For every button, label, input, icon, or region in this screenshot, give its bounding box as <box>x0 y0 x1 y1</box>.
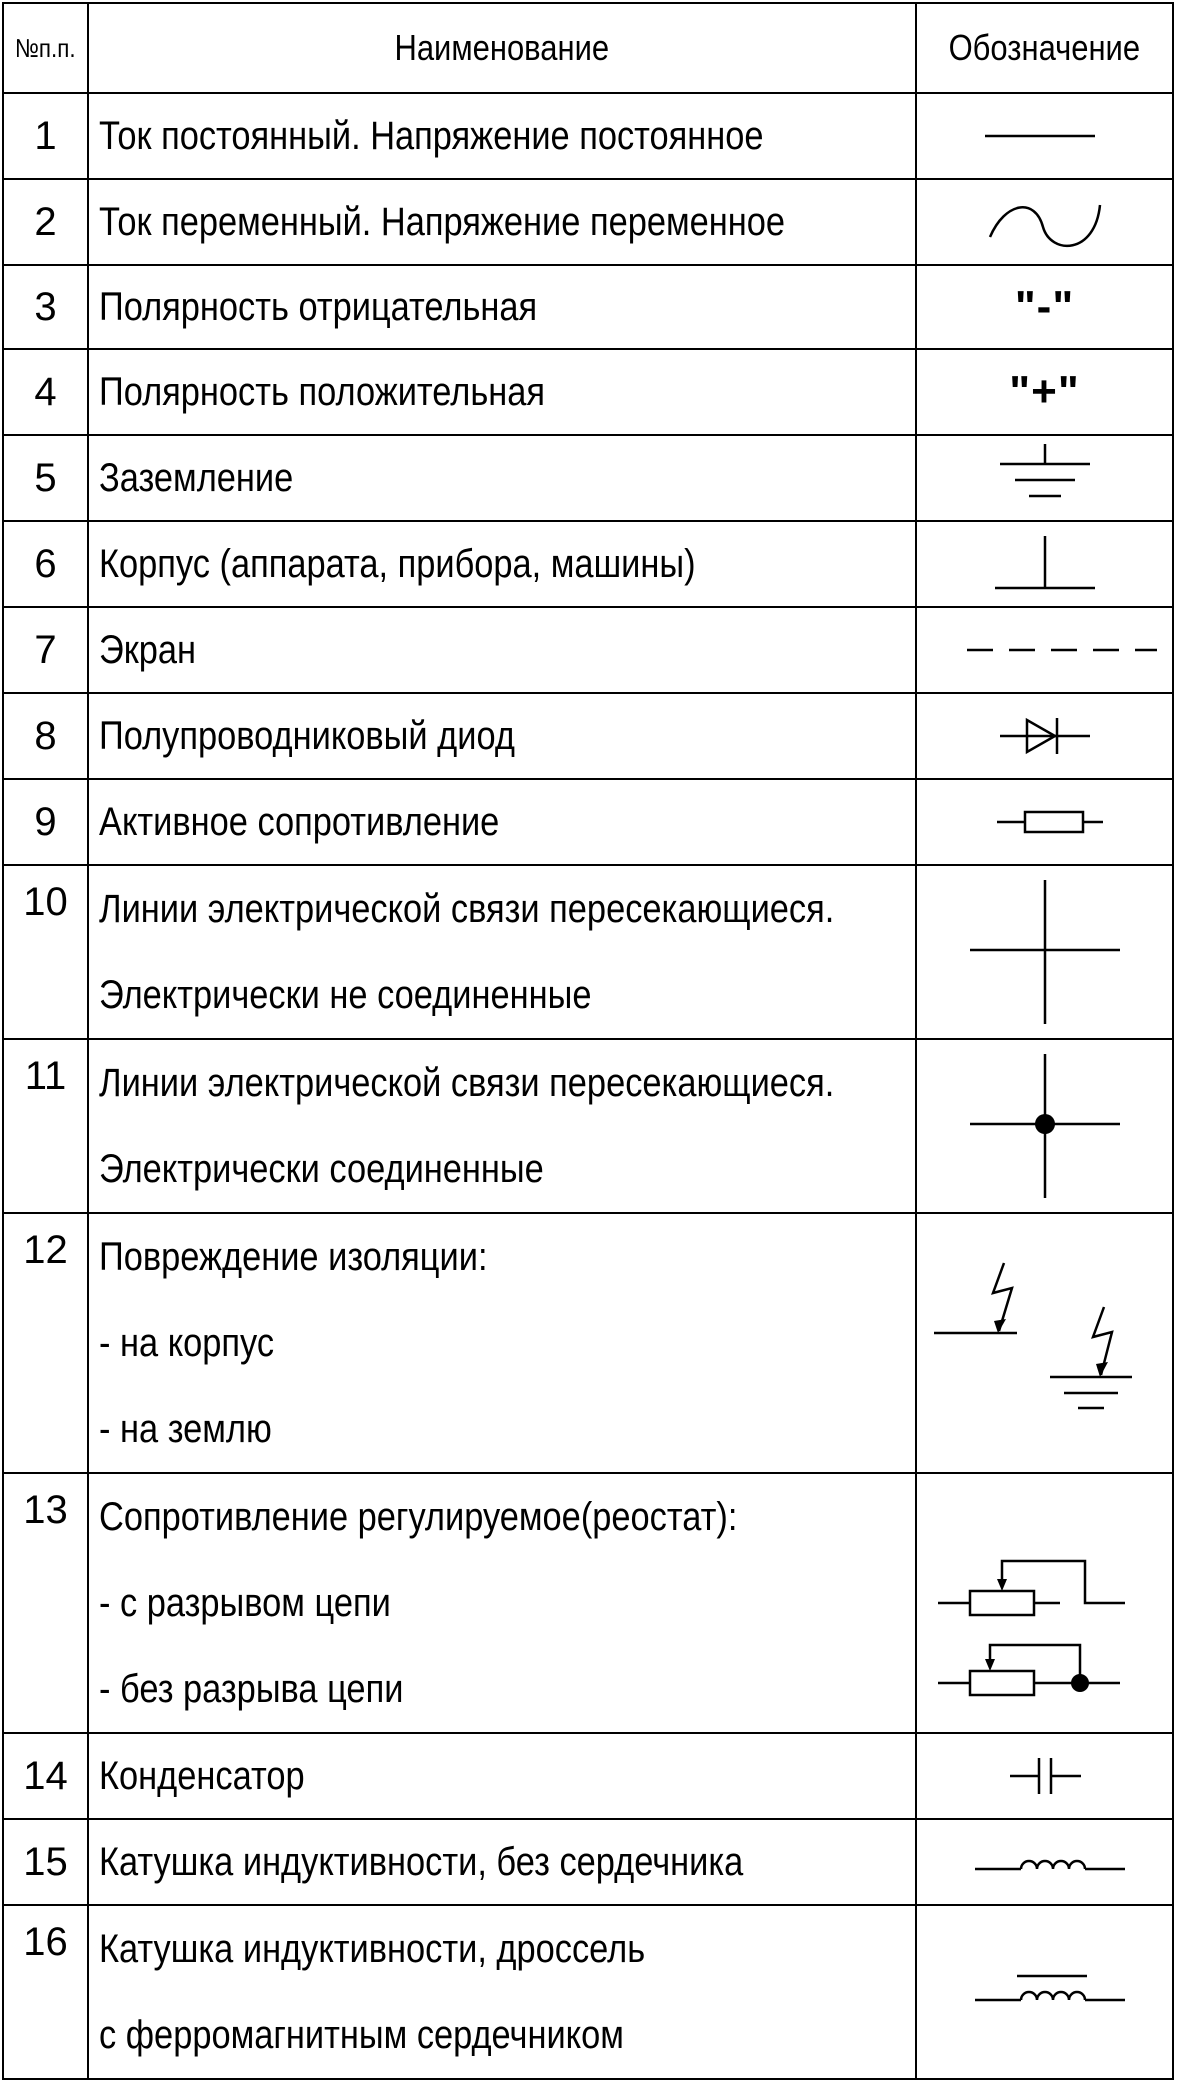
row-symbol <box>916 521 1173 607</box>
capacitor-symbol <box>925 1746 1165 1806</box>
table-row <box>3 607 1173 693</box>
row-number: 16 <box>3 1905 88 2079</box>
connected-lines-symbol <box>925 1046 1165 1206</box>
row-number: 5 <box>3 435 88 521</box>
row-number: 15 <box>3 1819 88 1905</box>
row-symbol <box>916 435 1173 521</box>
table-row <box>3 1213 1173 1473</box>
row-symbol <box>916 349 1173 435</box>
table-row <box>3 435 1173 521</box>
row-symbol <box>916 1473 1173 1733</box>
resistor-symbol <box>925 797 1165 847</box>
row-symbol <box>916 1733 1173 1819</box>
row-number: 4 <box>3 349 88 435</box>
diode-symbol <box>925 706 1165 766</box>
ground-symbol <box>925 438 1165 518</box>
row-name: Линии электрической связи пересекающиеся. Электрически соединенные <box>88 1039 916 1213</box>
row-symbol <box>916 779 1173 865</box>
row-number: 12 <box>3 1213 88 1473</box>
table-row <box>3 521 1173 607</box>
table-row <box>3 179 1173 265</box>
rheostat-symbol <box>920 1483 1170 1723</box>
positive-polarity-symbol: "+" <box>1009 367 1080 416</box>
table-row <box>3 1733 1173 1819</box>
row-number: 14 <box>3 1733 88 1819</box>
row-symbol <box>916 93 1173 179</box>
chassis-symbol <box>925 526 1165 602</box>
header-name: Наименование <box>88 3 916 93</box>
row-symbol <box>916 265 1173 349</box>
row-name: Корпус (аппарата, прибора, машины) <box>88 521 916 607</box>
row-symbol <box>916 1819 1173 1905</box>
row-number: 10 <box>3 865 88 1039</box>
ac-sine-symbol <box>925 187 1165 257</box>
row-name: Сопротивление регулируемое(реостат): - с разрывом цепи - без разрыва цепи <box>88 1473 916 1733</box>
row-number: 2 <box>3 179 88 265</box>
header-row <box>3 3 1173 93</box>
row-number: 8 <box>3 693 88 779</box>
row-name: Конденсатор <box>88 1733 916 1819</box>
row-symbol <box>916 693 1173 779</box>
table-row <box>3 93 1173 179</box>
table-row <box>3 1039 1173 1213</box>
row-name: Полупроводниковый диод <box>88 693 916 779</box>
symbols-table <box>2 2 1174 2080</box>
crossing-lines-symbol <box>925 872 1165 1032</box>
negative-polarity-symbol: "-" <box>1014 282 1075 331</box>
row-name: Заземление <box>88 435 916 521</box>
table-row <box>3 1473 1173 1733</box>
choke-inductor-symbol <box>925 1962 1165 2022</box>
row-name: Линии электрической связи пересекающиеся. Электрически не соединенные <box>88 865 916 1039</box>
table-row <box>3 693 1173 779</box>
row-symbol <box>916 179 1173 265</box>
dc-line-symbol <box>925 106 1165 166</box>
row-name: Повреждение изоляции: - на корпус - на землю <box>88 1213 916 1473</box>
row-name: Полярность положительная <box>88 349 916 435</box>
row-number: 9 <box>3 779 88 865</box>
header-symbol: Обозначение <box>916 3 1173 93</box>
table-row <box>3 1819 1173 1905</box>
row-name: Полярность отрицательная <box>88 265 916 349</box>
row-number: 7 <box>3 607 88 693</box>
row-number: 11 <box>3 1039 88 1213</box>
row-name: Катушка индуктивности, без сердечника <box>88 1819 916 1905</box>
row-name: Активное сопротивление <box>88 779 916 865</box>
row-symbol <box>916 1905 1173 2079</box>
screen-dashed-symbol <box>925 630 1165 670</box>
row-name: Экран <box>88 607 916 693</box>
header-num: №п.п. <box>3 3 88 93</box>
inductor-symbol <box>925 1837 1165 1887</box>
row-name: Катушка индуктивности, дроссель с ферромагнитным сердечником <box>88 1905 916 2079</box>
row-symbol <box>916 607 1173 693</box>
table-row <box>3 349 1173 435</box>
row-symbol <box>916 1213 1173 1473</box>
table-row <box>3 865 1173 1039</box>
row-number: 3 <box>3 265 88 349</box>
insulation-fault-symbol <box>920 1233 1170 1453</box>
row-number: 1 <box>3 93 88 179</box>
row-number: 13 <box>3 1473 88 1733</box>
table-row <box>3 779 1173 865</box>
row-symbol <box>916 1039 1173 1213</box>
table-row <box>3 265 1173 349</box>
row-name: Ток переменный. Напряжение переменное <box>88 179 916 265</box>
row-number: 6 <box>3 521 88 607</box>
row-symbol <box>916 865 1173 1039</box>
table-row <box>3 1905 1173 2079</box>
row-name: Ток постоянный. Напряжение постоянное <box>88 93 916 179</box>
